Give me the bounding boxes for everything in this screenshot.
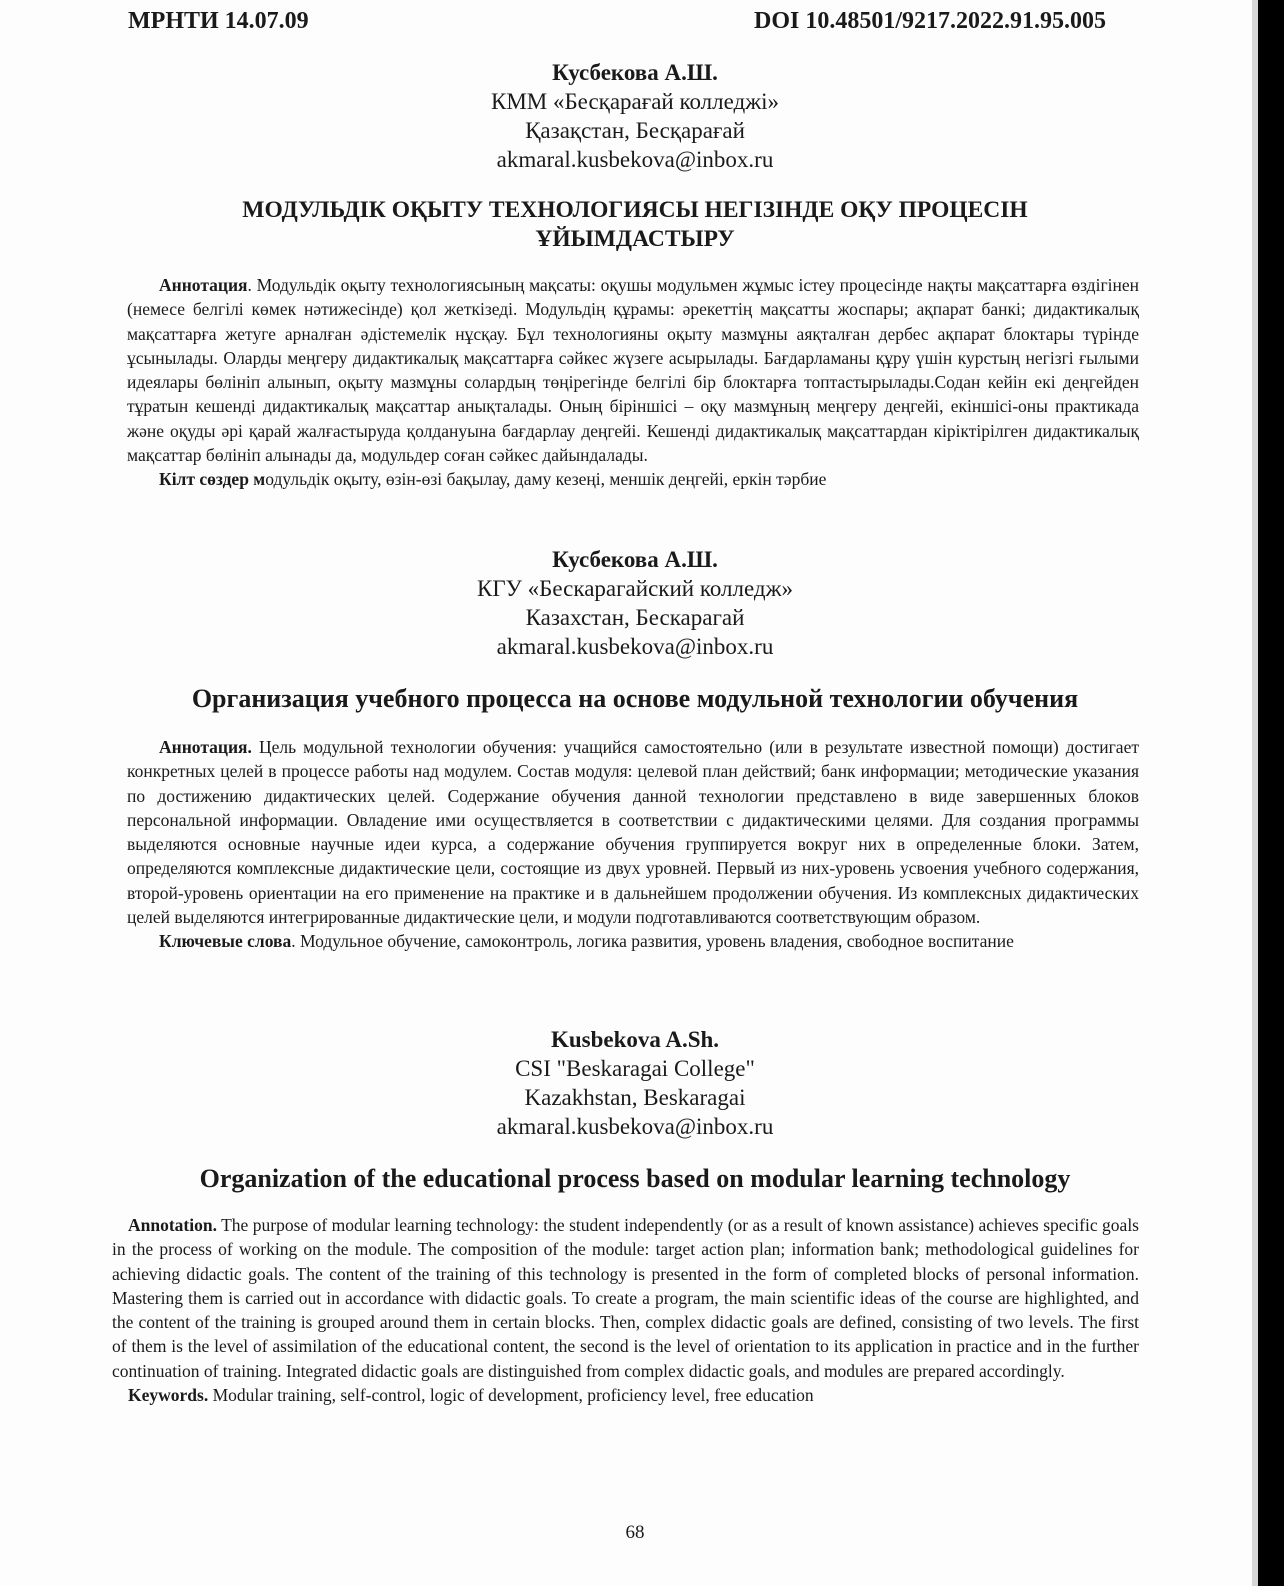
ru-abstract-text: Цель модульной технологии обучения: учащийся самостоятельно (или в результате известной помощи) достигает конкретных целей в процессе работы над модулем. Состав модуля: целевой план действий; банк информации; методические указания по достижению дидактических целей. Содержание обучения данной технологии представлено в виде завершенных блоков персональной информации. Овладение ими осуществляется в соответствии с дидактическими целями. Для создания программы выделяются основные научные идеи курса, а содержание обучения группируется вокруг них в определенные блоки. Затем, определяются комплексные дидактические цели, состоящие из двух уровней. Первый из них-уровень усвоения учебного содержания, второй-уровень ориентации на его применение на практике и в дальнейшем продолжении обучения. Из комплексных дидактических целей выделяются интегрированные дидактические цели, и модули подготавливаются соответствующим образом. [127,737,1139,928]
en-author-location: Kazakhstan, Beskaragai [524,1085,746,1110]
en-abstract-text: The purpose of modular learning technology: the student independently (or as a result of known assistance) achieves specific goals in the process of working on the module. The composition of the module: target action plan; information bank; methodological guidelines for achieving didactic goals. The content of the training of this technology is presented in the form of completed blocks of personal information. Mastering them is carried out in accordance with didactic goals. To create a program, the main scientific ideas of the course are highlighted, and the content of the training is grouped around them in certain blocks. Then, complex didactic goals are defined, consisting of two levels. The first of them is the level of assimilation of the educational content, the second is the level of orientation to its application in practice and in the further continuation of training. Integrated didactic goals are distinguished from complex didactic goals, and modules are prepared accordingly. [112,1215,1139,1381]
ru-abstract-paragraph [127,735,1139,929]
en-author-email: akmaral.kusbekova@inbox.ru [496,1114,774,1139]
kz-abstract-paragraph [127,273,1139,467]
ru-author-name: Кусбекова А.Ш. [552,547,718,572]
ru-abstract [127,735,1139,954]
kz-author-email: akmaral.kusbekova@inbox.ru [496,147,774,172]
kz-abstract [127,273,1139,492]
en-title: Organization of the educational process based on modular learning technology [199,1164,1071,1193]
ru-title: Организация учебного процесса на основе модульной технологии обучения [191,684,1079,713]
ru-abstract-label: Аннотация. [159,737,252,757]
en-author-org: CSI "Beskaragai College" [515,1056,755,1081]
kz-keywords [127,467,1139,491]
kz-author-block [0,58,1270,174]
page-number: 68 [625,1522,645,1543]
kz-abstract-text: . Модульдік оқыту технологиясының мақсаты: оқушы модульмен жұмыс істеу процесінде нақты мақсаттарға өздігінен (немесе белгілі көмек нәтижесінде) қол жеткізеді. Модульдің құрамы: әрекеттің мақсатты жоспары; ақпарат банкі; дидактикалық мақсаттарға жетуге арналған әдістемелік нұсқау. Бұл технологияны оқыту мазмұны аяқталған дербес ақпарат блоктары түрінде ұсынылады. Оларды меңгеру дидактикалық мақсаттарға сәйкес жүзеге асырылады. Бағдарламаны құру үшін курстың негізгі ғылыми идеялары бөлініп алынып, оқыту мазмұны солардың төңірегінде белгілі бір блоктарға топтастырылады.Содан кейін екі деңгейден тұратын кешенді дидактикалық мақсаттар анықталады. Оның біріншісі – оқу мазмұның меңгеру деңгейі, екіншісі-оны практикада және оқуды әрі қарай жалғастыруда қолдануына бағдарлау деңгейі. Кешенді дидактикалық мақсаттардан кіріктірілген дидактикалық мақсаттар бөлініп алынады да, модульдер соған сәйкес дайындалады. [127,275,1139,466]
kz-author-location: Қазақстан, Бесқарағай [525,118,745,143]
en-author-block [0,1025,1270,1141]
kz-author-name: Кусбекова А.Ш. [552,60,718,85]
kz-title [0,196,1270,254]
en-abstract [112,1213,1139,1407]
ru-author-email: akmaral.kusbekova@inbox.ru [496,634,774,659]
en-abstract-paragraph [112,1213,1139,1383]
kz-abstract-label: Аннотация [159,275,248,295]
ru-author-org: КГУ «Бескарагайский колледж» [477,576,793,601]
ru-author-block [0,545,1270,661]
kz-author-org: КММ «Бесқарағай колледжі» [490,89,780,114]
screen-border [1258,0,1284,1586]
ru-keywords-text: . Модульное обучение, самоконтроль, логика развития, уровень владения, свободное воспитание [291,931,1014,952]
ru-keywords [127,929,1139,953]
kz-keywords-text: одульдік оқыту, өзін-өзі бақылау, даму кезеңі, меншік деңгейі, еркін тәрбие [265,469,827,490]
kz-keywords-label: Кілт сөздер м [159,469,266,490]
mrnti-code: МРНТИ 14.07.09 [128,8,309,34]
kz-title-line1: МОДУЛЬДІК ОҚЫТУ ТЕХНОЛОГИЯСЫ НЕГІЗІНДЕ ОҚУ ПРОЦЕСІН [242,197,1028,223]
en-abstract-label: Annotation. [128,1215,217,1235]
kz-title-line2: ҰЙЫМДАСТЫРУ [535,226,735,252]
doi: DOI 10.48501/9217.2022.91.95.005 [753,8,1106,34]
en-keywords-label: Keywords. [128,1385,209,1406]
en-keywords-text: Modular training, self-control, logic of development, proficiency level, free education [208,1385,814,1406]
en-keywords [112,1383,1139,1407]
ru-author-location: Казахстан, Бескарагай [525,605,745,630]
en-author-name: Kusbekova A.Sh. [550,1027,720,1052]
ru-keywords-label: Ключевые слова [159,931,292,952]
